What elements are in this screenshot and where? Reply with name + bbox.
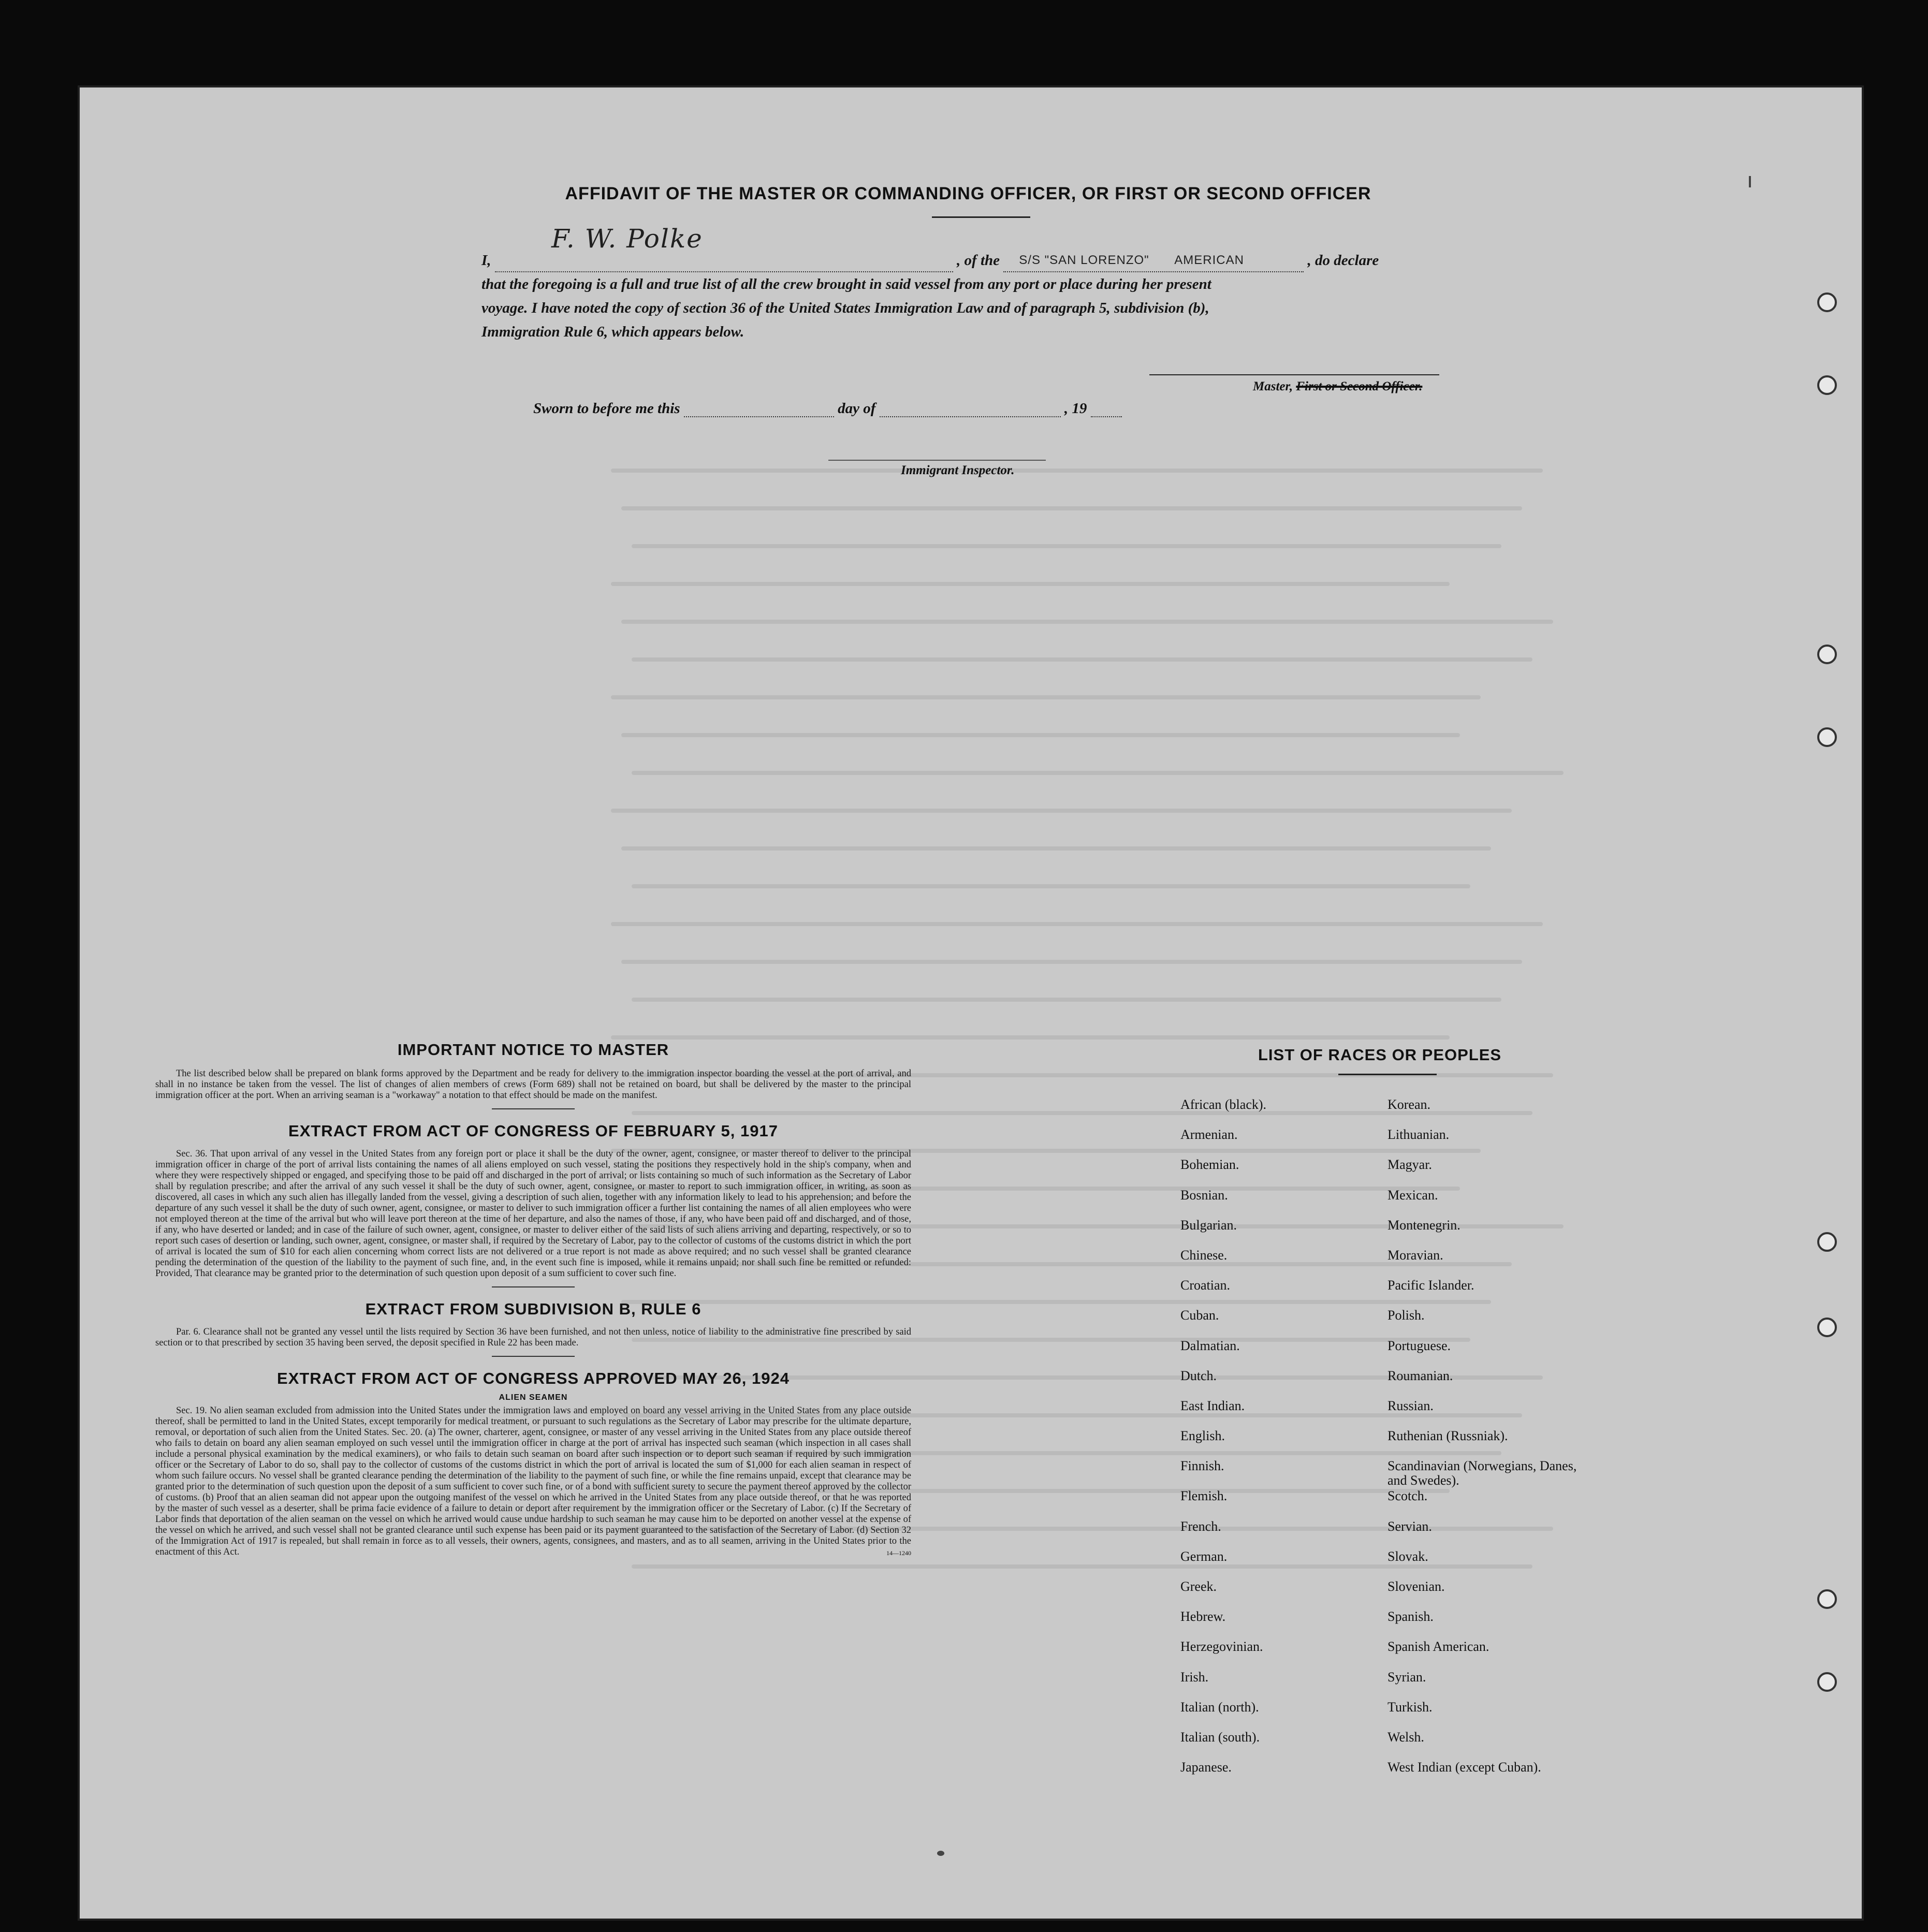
races-left-column xyxy=(1180,1097,1266,1790)
race-item: Flemish. xyxy=(1180,1488,1228,1504)
document-sheet xyxy=(78,85,1864,1921)
extract2-text: Par. 6. Clearance shall not be granted any vessel until the lists required by Section 36 have been furnished, and not then unless, notice of liability to the administrative fine prescribed by said section or to that prescribed by section 35 having been served, the deposit specified in Rule 22 has been made. xyxy=(155,1327,911,1348)
day-of-label: day of xyxy=(838,400,876,417)
race-item: African (black). xyxy=(1180,1097,1267,1112)
inspector-signature-line xyxy=(828,460,1046,461)
sworn-line xyxy=(533,399,1122,417)
race-item: Spanish American. xyxy=(1387,1639,1489,1655)
race-item: Moravian. xyxy=(1387,1247,1443,1263)
notice-section xyxy=(155,1041,911,1557)
race-item: English. xyxy=(1180,1428,1225,1444)
stray-mark xyxy=(1749,176,1751,187)
sworn-label: Sworn to before me this xyxy=(533,400,680,417)
race-item: Bohemian. xyxy=(1180,1157,1239,1173)
day-field xyxy=(684,399,834,417)
binder-hole xyxy=(1817,1672,1837,1692)
stray-mark xyxy=(937,1851,944,1856)
race-item: German. xyxy=(1180,1548,1228,1564)
race-item: Hebrew. xyxy=(1180,1609,1226,1624)
declaration-line-1 xyxy=(481,224,1491,272)
extract1-divider xyxy=(492,1286,575,1287)
race-item: Turkish. xyxy=(1387,1699,1433,1715)
race-item: Russian. xyxy=(1387,1398,1434,1413)
of-the-label: , of the xyxy=(957,252,1000,269)
binder-hole xyxy=(1817,1589,1837,1609)
year-label: , 19 xyxy=(1064,400,1087,417)
race-item: Dutch. xyxy=(1180,1368,1217,1383)
declaration-line-2: that the foregoing is a full and true list of all the crew brought in said vessel from any port or place during her present xyxy=(481,276,1211,292)
extract1-title: EXTRACT FROM ACT OF CONGRESS OF FEBRUARY 5, 1917 xyxy=(288,1122,778,1140)
race-item: Slovak. xyxy=(1387,1548,1428,1564)
notice-text: The list described below shall be prepared on blank forms approved by the Department and be ready for delivery to the immigration inspector boarding the vessel at the port of arrival, and shall in no instance be taken from the vessel. The list of changes of alien members of crews (Form 689) shall not be retained on board, but shall be delivered by the master to the principal immigration officer at the port. When an arriving seaman is a "workaway" a notation to that effect should be made on the manifest. xyxy=(155,1069,911,1101)
binder-hole xyxy=(1817,1318,1837,1337)
race-item: Herzegovinian. xyxy=(1180,1639,1263,1655)
name-field xyxy=(495,254,953,272)
race-item: Polish. xyxy=(1387,1308,1425,1323)
race-item: Bosnian. xyxy=(1180,1187,1228,1203)
race-item: Italian (north). xyxy=(1180,1699,1259,1715)
race-item: Ruthenian (Russniak). xyxy=(1387,1428,1508,1444)
race-item: Cuban. xyxy=(1180,1308,1219,1323)
race-item: Roumanian. xyxy=(1387,1368,1453,1383)
race-item: Servian. xyxy=(1387,1518,1432,1534)
master-signature-line xyxy=(1149,374,1439,375)
i-label: I, xyxy=(481,252,491,269)
notice-title: IMPORTANT NOTICE TO MASTER xyxy=(397,1041,669,1059)
declaration-line-3: voyage. I have noted the copy of section 36 of the United States Immigration Law and of paragraph 5, subdivision (b), xyxy=(481,300,1209,316)
race-item: Mexican. xyxy=(1387,1187,1438,1203)
race-item: Croatian. xyxy=(1180,1278,1231,1293)
race-item: Slovenian. xyxy=(1387,1579,1445,1594)
binder-hole xyxy=(1817,292,1837,312)
extract2-title: EXTRACT FROM SUBDIVISION B, RULE 6 xyxy=(365,1300,702,1318)
extract3-title: EXTRACT FROM ACT OF CONGRESS APPROVED MAY 26, 1924 xyxy=(277,1369,790,1387)
inspector-label: Immigrant Inspector. xyxy=(901,463,1015,477)
year-field xyxy=(1091,399,1122,417)
extract1-text: Sec. 36. That upon arrival of any vessel in the United States from any foreign port or place it shall be the duty of the owner, agent, consignee, or master thereof to deliver to the principal immigration officer in charge of the port of arrival lists containing the names of all aliens employed on such vessel, stating the positions they respectively hold in the ship's company, when and where they were respectively shipped or engaged, and specifying those to be paid off and discharged in the port of arrival; or lists containing so much of such information as the Secretary of Labor shall by regulation prescribe; and after the arrival of any such vessel it shall be the duty of such owner, agent, consignee, or master to report to such immigration officer, in writing, as soon as discovered, all cases in which any such alien has illegally landed from the vessel, giving a description of such alien, together with any information likely to lead to his apprehension; and before the departure of any such vessel it shall be the duty of such owner, agent, consignee, or master to deliver to such immigration officer a further list containing the names of all alien employees who were not employed thereon at the time of the arrival but who will leave port thereon at the time of her departure, and also the names of those, if any, who have been paid off and discharged, and of those, if any, who have deserted or landed; and in case of the failure of such owner, agent, consignee, or master to deliver either of the said lists of such aliens arriving and departing, respectively, or so to report such cases of desertion or landing, such owner, agent, consignee, or master shall, if required by the Secretary of Labor, pay to the collector of customs of the customs district in which the port of arrival is located the sum of $10 for each alien concerning whom correct lists are not delivered or a true report is not made as above required; and no such vessel shall be granted clearance pending the determination of the question of the liability to the payment of such fine, and, in the event such fine is imposed, while it remains unpaid; nor shall such fine be remitted or refunded: Provided, That clearance may be granted prior to the determination of such question upon deposit of a sum sufficient to cover such fine. xyxy=(155,1149,911,1279)
race-item: Bulgarian. xyxy=(1180,1217,1237,1233)
title-rule xyxy=(932,216,1030,218)
declaration-block xyxy=(481,224,1491,344)
race-item: Welsh. xyxy=(1387,1729,1424,1745)
race-item: Japanese. xyxy=(1180,1760,1232,1775)
do-declare-label: , do declare xyxy=(1307,252,1379,269)
races-title: LIST OF RACES OR PEOPLES xyxy=(1258,1046,1502,1064)
race-item: Scotch. xyxy=(1387,1488,1428,1504)
race-item: Lithuanian. xyxy=(1387,1127,1450,1143)
master-title xyxy=(1253,379,1422,394)
binder-hole xyxy=(1817,645,1837,664)
race-item: Armenian. xyxy=(1180,1127,1238,1143)
race-item: Finnish. xyxy=(1180,1458,1224,1474)
race-item: East Indian. xyxy=(1180,1398,1245,1413)
affidavit-title: AFFIDAVIT OF THE MASTER OR COMMANDING OFFICER, OR FIRST OR SECOND OFFICER xyxy=(565,184,1371,203)
declaration-line-4: Immigration Rule 6, which appears below. xyxy=(481,324,744,340)
race-item: Italian (south). xyxy=(1180,1729,1260,1745)
officer-struck-label: First or Second Officer. xyxy=(1296,379,1423,393)
master-signature: F. W. Polke xyxy=(551,224,703,254)
race-item: Pacific Islander. xyxy=(1387,1278,1474,1293)
extract3-text: Sec. 19. No alien seaman excluded from admission into the United States under the immigration laws and employed on board any vessel arriving in the United States from any place outside thereof, shall be permitted to land in the United States, except temporarily for medical treatment, or pursuant to such regulations as the Secretary of Labor may prescribe for the ultimate departure, removal, or deportation of such alien from the United States. Sec. 20. (a) The owner, charterer, agent, consignee, or master of any vessel arriving in the United States from any place outside thereof who fails to detain on board any alien seaman employed on such vessel until the immigration officer in charge at the port of arrival has inspected such seaman (which inspection in all cases shall include a personal physical examination by the medical examiners), or who fails to detain such seaman on board after such inspection or to deport such seaman if required by such immigration officer or the Secretary of Labor to do so, shall pay to the collector of customs of the customs district in which the port of arrival is located the sum of $1,000 for each alien seaman in respect of whom such failure occurs. No vessel shall be granted clearance pending the determination of the liability to the payment of such fine, or while the fine remains unpaid, except that clearance may be granted prior to the determination of such question upon the deposit of a sum sufficient to cover such fine, or of a bond with sufficient surety to secure the payment thereof approved by the collector of customs. (b) Proof that an alien seaman did not appear upon the outgoing manifest of the vessel on which he arrived in the United States from any place outside thereof, or that he was reported by the master of such vessel as a deserter, shall be prima facie evidence of a failure to detain or deport after requirement by the immigration officer or the Secretary of Labor. (c) If the Secretary of Labor finds that deportation of the alien seaman on the vessel on which he arrived would cause undue hardship to such seaman he may cause him to be deported on another vessel at the expense of the vessel on which he arrived, and such vessel shall not be granted clearance until such expense has been paid or its payment guaranteed to the satisfaction of the Secretary of Labor. (d) Section 32 of the Immigration Act of 1917 is repealed, but shall remain in force as to all vessels, their owners, agents, consignees, and masters, and as to all seamen, arriving in the United States prior to the enactment of this Act. xyxy=(155,1406,911,1557)
race-item: Irish. xyxy=(1180,1669,1209,1685)
race-item: Korean. xyxy=(1387,1097,1431,1112)
race-item: French. xyxy=(1180,1518,1221,1534)
form-number: 14—1240 xyxy=(886,1549,911,1557)
month-field xyxy=(880,399,1061,417)
binder-hole xyxy=(1817,1232,1837,1252)
race-item: Portuguese. xyxy=(1387,1338,1451,1353)
race-item: Magyar. xyxy=(1387,1157,1432,1173)
binder-hole xyxy=(1817,727,1837,747)
race-item: Greek. xyxy=(1180,1579,1217,1594)
race-item: Chinese. xyxy=(1180,1247,1228,1263)
race-item: Dalmatian. xyxy=(1180,1338,1240,1353)
vessel-flag: AMERICAN xyxy=(1174,253,1244,267)
vessel-field xyxy=(1003,254,1304,272)
race-item: Spanish. xyxy=(1387,1609,1434,1624)
extract3-subtitle: ALIEN SEAMEN xyxy=(499,1393,568,1402)
vessel-name: S/S "SAN LORENZO" xyxy=(1019,253,1149,267)
race-item: West Indian (except Cuban). xyxy=(1387,1760,1541,1775)
notice-divider xyxy=(492,1108,575,1109)
extract2-divider xyxy=(492,1356,575,1357)
master-label: Master, xyxy=(1253,379,1293,393)
races-right-column xyxy=(1387,1097,1584,1790)
race-item: Montenegrin. xyxy=(1387,1217,1460,1233)
binder-hole xyxy=(1817,375,1837,395)
race-item: Scandinavian (Norwegians, Danes, and Swedes). xyxy=(1387,1458,1577,1488)
races-divider xyxy=(1338,1074,1437,1075)
race-item: Syrian. xyxy=(1387,1669,1426,1685)
races-section xyxy=(1160,1046,1626,1775)
